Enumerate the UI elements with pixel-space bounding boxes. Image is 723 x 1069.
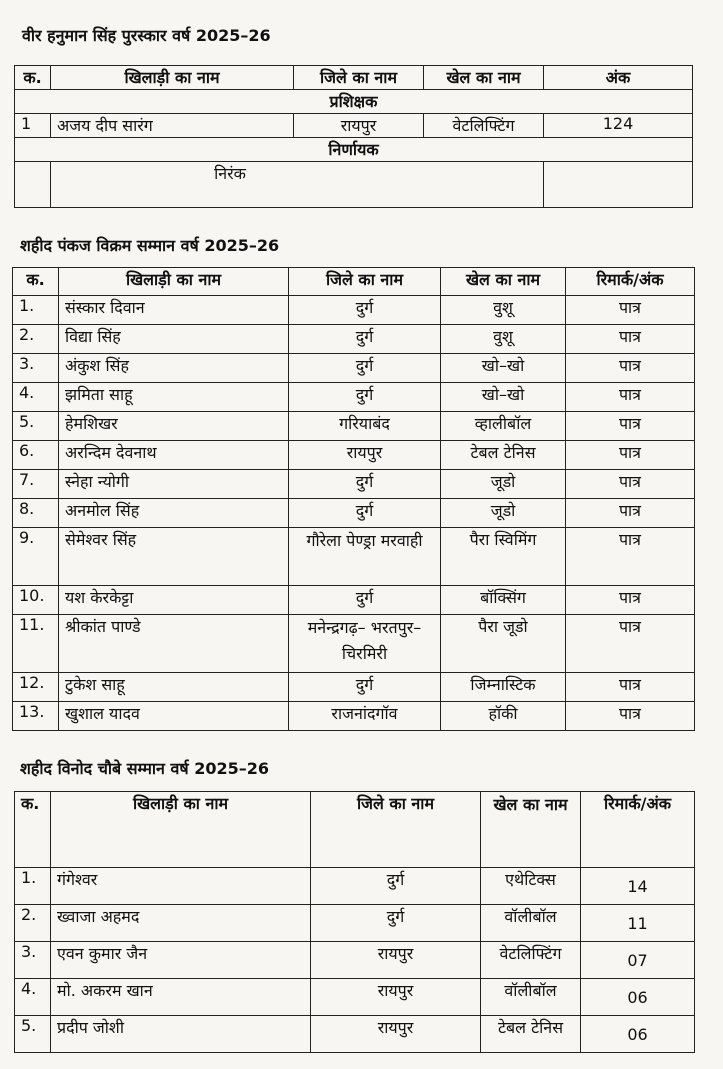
cell-name: अरन्दिम देवनाथ (59, 441, 289, 470)
subheading-row (15, 138, 693, 162)
cell-sport: खो–खो (441, 383, 566, 412)
cell-marks (544, 162, 693, 208)
cell-sport: वुशू (441, 325, 566, 354)
table-row (13, 441, 695, 470)
cell-sn: 1. (13, 296, 59, 325)
cell-name: श्रीकांत पाण्डे (59, 615, 289, 673)
col-header-sn: क. (15, 792, 51, 868)
cell-sn: 10. (13, 586, 59, 615)
col-header-sport: खेल का नाम (441, 268, 566, 296)
table-row (13, 296, 695, 325)
cell-sport: जूडो (441, 499, 566, 528)
cell-marks: 07 (581, 942, 695, 979)
table-row (15, 114, 693, 138)
section3-title: शहीद विनोद चौबे सम्मान वर्ष 2025–26 (20, 759, 270, 778)
cell-remark: पात्र (566, 615, 695, 673)
table-row (13, 354, 695, 383)
cell-sn (15, 162, 51, 208)
cell-sport: टेबल टेनिस (441, 441, 566, 470)
col-header-remark: रिमार्क/अंक (581, 792, 695, 868)
cell-remark: पात्र (566, 673, 695, 702)
cell-name: टुकेश साहू (59, 673, 289, 702)
cell-sn: 8. (13, 499, 59, 528)
cell-district: दुर्ग (289, 470, 441, 499)
cell-sn: 13. (13, 702, 59, 731)
table-row (13, 615, 695, 673)
cell-sport: हॉकी (441, 702, 566, 731)
table-row (13, 528, 695, 586)
cell-sn: 2. (15, 905, 51, 942)
cell-sport: वॉलीबॉल (481, 905, 581, 942)
cell-sport: जिम्नास्टिक (441, 673, 566, 702)
table-row (15, 868, 695, 905)
cell-sn: 5. (15, 1016, 51, 1053)
cell-district: रायपुर (289, 441, 441, 470)
table-row (15, 942, 695, 979)
cell-sn: 7. (13, 470, 59, 499)
table-row (13, 325, 695, 354)
table-header-row (13, 268, 695, 296)
table-row (13, 383, 695, 412)
cell-district: दुर्ग (289, 296, 441, 325)
cell-sn: 3. (13, 354, 59, 383)
table-row (13, 499, 695, 528)
col-header-name: खिलाड़ी का नाम (51, 792, 311, 868)
cell-name: अनमोल सिंह (59, 499, 289, 528)
cell-sn: 2. (13, 325, 59, 354)
cell-sport: व्हालीबॉल (441, 412, 566, 441)
cell-nil: निरंक (51, 162, 544, 208)
cell-remark: पात्र (566, 470, 695, 499)
section3-table (14, 791, 695, 1053)
table-header-row (15, 66, 693, 90)
cell-sn: 9. (13, 528, 59, 586)
table-row (13, 673, 695, 702)
cell-marks: 124 (544, 114, 693, 138)
cell-district: गरियाबंद (289, 412, 441, 441)
col-header-district: जिले का नाम (311, 792, 481, 868)
table-row (13, 470, 695, 499)
cell-sport: पैरा स्विमिंग (441, 528, 566, 586)
section2-table (12, 267, 695, 731)
cell-name: सेमेश्वर सिंह (59, 528, 289, 586)
section1-title: वीर हनुमान सिंह पुरस्कार वर्ष 2025–26 (22, 26, 271, 45)
col-header-sn: क. (13, 268, 59, 296)
cell-sn: 5. (13, 412, 59, 441)
cell-sport: वेटलिफ्टिंग (481, 942, 581, 979)
cell-name: खुशाल यादव (59, 702, 289, 731)
cell-sport: जूडो (441, 470, 566, 499)
col-header-district: जिले का नाम (289, 268, 441, 296)
cell-sn: 4. (15, 979, 51, 1016)
col-header-sn: क. (15, 66, 51, 90)
cell-sn: 1. (15, 868, 51, 905)
cell-sport: टेबल टेनिस (481, 1016, 581, 1053)
table-row (15, 162, 693, 208)
cell-marks: 06 (581, 1016, 695, 1053)
cell-sport: वेटलिफ्टिंग (424, 114, 544, 138)
col-header-remark: रिमार्क/अंक (566, 268, 695, 296)
cell-district: दुर्ग (289, 354, 441, 383)
cell-name: ख्वाजा अहमद (51, 905, 311, 942)
cell-name: गंगेश्वर (51, 868, 311, 905)
cell-district: दुर्ग (289, 383, 441, 412)
subheading-coach: प्रशिक्षक (15, 90, 693, 114)
cell-sn: 3. (15, 942, 51, 979)
cell-district: रायपुर (294, 114, 424, 138)
cell-marks: 11 (581, 905, 695, 942)
table-row (13, 702, 695, 731)
cell-district: मनेन्द्रगढ़– भरतपुर– चिरमिरी (289, 615, 441, 673)
cell-sport: वुशू (441, 296, 566, 325)
cell-name: प्रदीप जोशी (51, 1016, 311, 1053)
cell-name: हेमशिखर (59, 412, 289, 441)
cell-name: यश केरकेट्टा (59, 586, 289, 615)
cell-sport: वॉलीबॉल (481, 979, 581, 1016)
cell-remark: पात्र (566, 441, 695, 470)
table-row (15, 979, 695, 1016)
subheading-judge: निर्णायक (15, 138, 693, 162)
cell-remark: पात्र (566, 499, 695, 528)
cell-district: दुर्ग (289, 586, 441, 615)
cell-sport: बॉक्सिंग (441, 586, 566, 615)
table-header-row (15, 792, 695, 868)
cell-sn: 11. (13, 615, 59, 673)
cell-sport: खो–खो (441, 354, 566, 383)
table-row (15, 1016, 695, 1053)
subheading-row (15, 90, 693, 114)
cell-sport: पैरा जूडो (441, 615, 566, 673)
cell-name: झमिता साहू (59, 383, 289, 412)
cell-district: दुर्ग (289, 673, 441, 702)
cell-district: दुर्ग (311, 868, 481, 905)
cell-remark: पात्र (566, 528, 695, 586)
cell-sn: 12. (13, 673, 59, 702)
cell-remark: पात्र (566, 586, 695, 615)
cell-remark: पात्र (566, 383, 695, 412)
cell-sn: 4. (13, 383, 59, 412)
cell-district: रायपुर (311, 979, 481, 1016)
col-header-sport: खेल का नाम (481, 792, 581, 868)
cell-remark: पात्र (566, 354, 695, 383)
table-row (13, 412, 695, 441)
cell-district: गौरेला पेण्ड्रा मरवाही (289, 528, 441, 586)
cell-sport: एथेटिक्स (481, 868, 581, 905)
col-header-sport: खेल का नाम (424, 66, 544, 90)
col-header-district: जिले का नाम (294, 66, 424, 90)
section2-title: शहीद पंकज विक्रम सम्मान वर्ष 2025–26 (20, 236, 280, 255)
cell-name: एवन कुमार जैन (51, 942, 311, 979)
cell-name: स्नेहा न्योगी (59, 470, 289, 499)
cell-marks: 06 (581, 979, 695, 1016)
cell-district: रायपुर (311, 942, 481, 979)
cell-name: अंकुश सिंह (59, 354, 289, 383)
cell-district: रायपुर (311, 1016, 481, 1053)
section1-table (14, 65, 693, 208)
col-header-name: खिलाड़ी का नाम (59, 268, 289, 296)
table-row (15, 905, 695, 942)
cell-marks: 14 (581, 868, 695, 905)
cell-name: मो. अकरम खान (51, 979, 311, 1016)
cell-name: विद्या सिंह (59, 325, 289, 354)
cell-remark: पात्र (566, 325, 695, 354)
cell-sn: 6. (13, 441, 59, 470)
cell-name: संस्कार दिवान (59, 296, 289, 325)
cell-district: राजनांदगॉव (289, 702, 441, 731)
cell-remark: पात्र (566, 412, 695, 441)
col-header-name: खिलाड़ी का नाम (51, 66, 294, 90)
cell-remark: पात्र (566, 296, 695, 325)
cell-district: दुर्ग (289, 499, 441, 528)
table-row (13, 586, 695, 615)
cell-district: दुर्ग (289, 325, 441, 354)
cell-sn: 1 (15, 114, 51, 138)
col-header-marks: अंक (544, 66, 693, 90)
cell-name: अजय दीप सारंग (51, 114, 294, 138)
cell-district: दुर्ग (311, 905, 481, 942)
cell-remark: पात्र (566, 702, 695, 731)
